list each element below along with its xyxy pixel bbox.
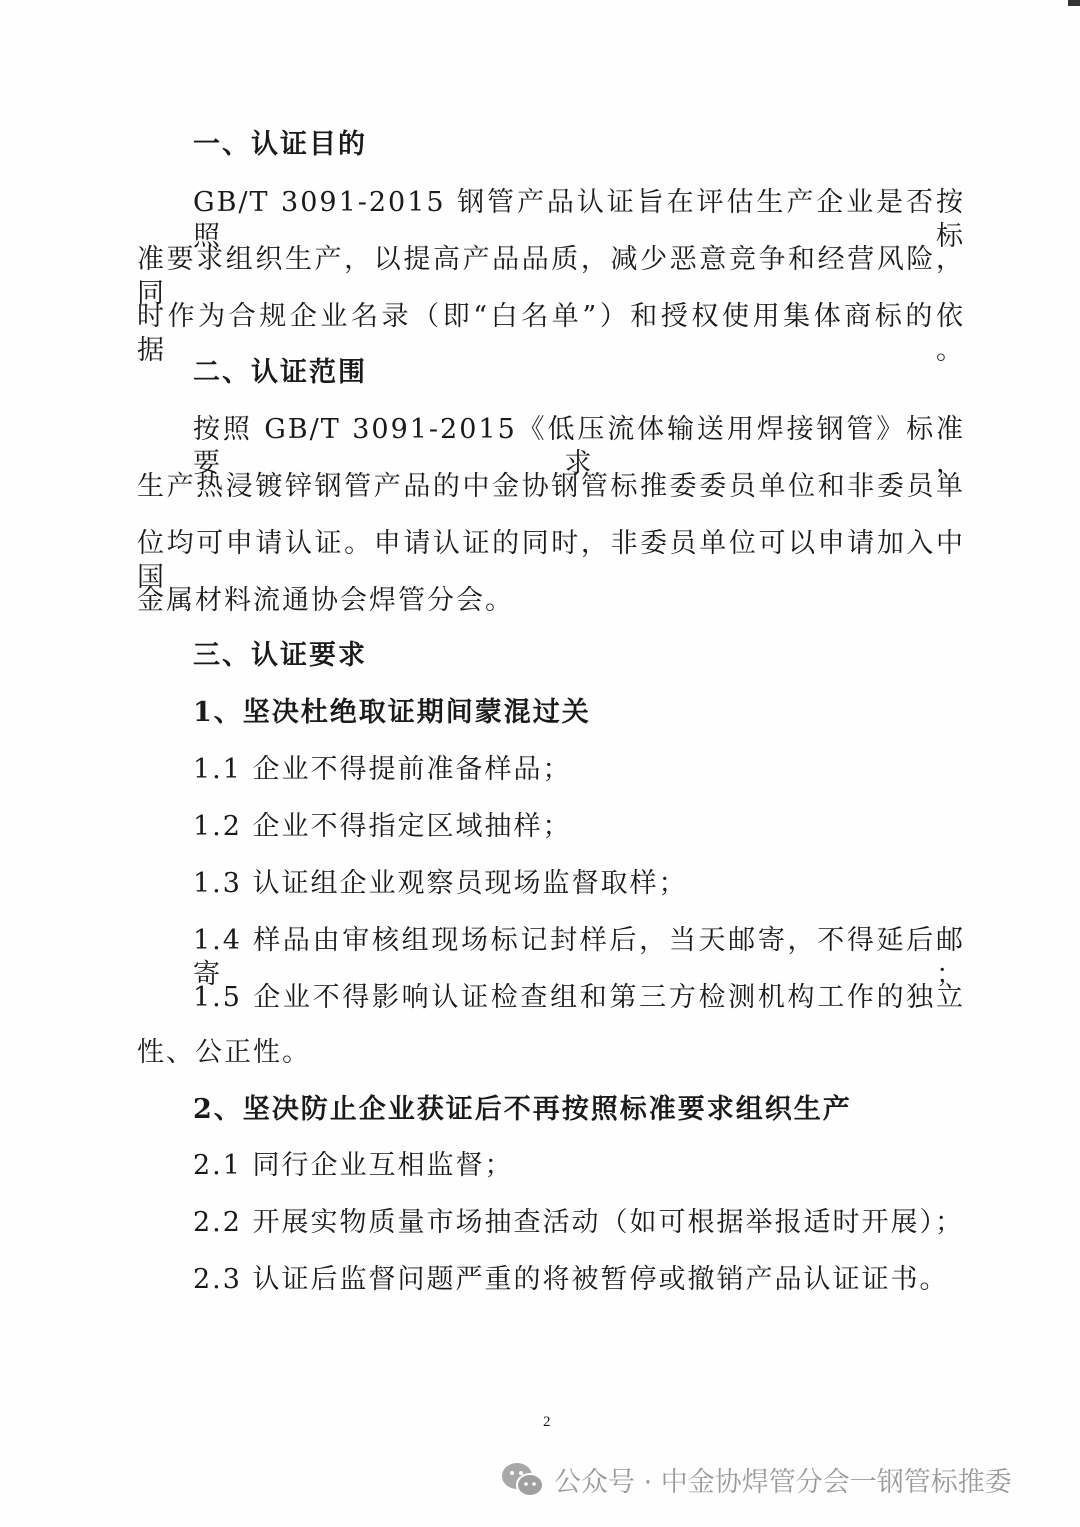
list-item-continuation: 性、公正性。 <box>137 1037 311 1068</box>
list-item: 1.1 企业不得提前准备样品； <box>193 754 572 785</box>
list-item: 1.5 企业不得影响认证检查组和第三方检测机构工作的独立 <box>193 982 965 1013</box>
subsection-heading: 2、坚决防止企业获证后不再按照标准要求组织生产 <box>193 1094 852 1125</box>
paragraph-line: 按照 GB/T 3091-2015《低压流体输送用焊接钢管》标准要求， <box>193 414 965 479</box>
list-item: 2.3 认证后监督问题严重的将被暂停或撤销产品认证证书。 <box>193 1264 949 1295</box>
scan-mark <box>1068 0 1080 6</box>
list-item: 1.2 企业不得指定区域抽样； <box>193 811 572 842</box>
paragraph-line: 金属材料流通协会焊管分会。 <box>137 585 514 616</box>
page-number: 2 <box>543 1414 551 1430</box>
paragraph-line: 位均可申请认证。申请认证的同时，非委员单位可以申请加入中国 <box>137 528 965 593</box>
list-item: 1.3 认证组企业观察员现场监督取样； <box>193 868 688 899</box>
section-heading: 三、认证要求 <box>193 640 367 671</box>
paragraph-line: GB/T 3091-2015 钢管产品认证旨在评估生产企业是否按照标 <box>193 187 965 252</box>
paragraph-line: 准要求组织生产，以提高产品品质，减少恶意竞争和经营风险，同 <box>137 244 965 309</box>
watermark-text: 公众号 · 中金协焊管分会一钢管标推委 <box>554 1467 1012 1498</box>
subsection-heading: 1、坚决杜绝取证期间蒙混过关 <box>193 697 591 728</box>
paragraph-line: 时作为合规企业名录（即“白名单”）和授权使用集体商标的依据。 <box>137 301 965 366</box>
list-item: 2.1 同行企业互相监督； <box>193 1150 514 1181</box>
list-item: 2.2 开展实物质量市场抽查活动（如可根据举报适时开展）； <box>193 1207 965 1238</box>
paragraph-line: 生产热浸镀锌钢管产品的中金协钢管标推委委员单位和非委员单 <box>137 471 965 502</box>
section-heading: 一、认证目的 <box>193 129 367 160</box>
list-item: 1.4 样品由审核组现场标记封样后，当天邮寄，不得延后邮寄； <box>193 925 965 990</box>
section-heading: 二、认证范围 <box>193 357 367 388</box>
watermark <box>500 1460 1012 1499</box>
wechat-icon <box>500 1461 546 1499</box>
